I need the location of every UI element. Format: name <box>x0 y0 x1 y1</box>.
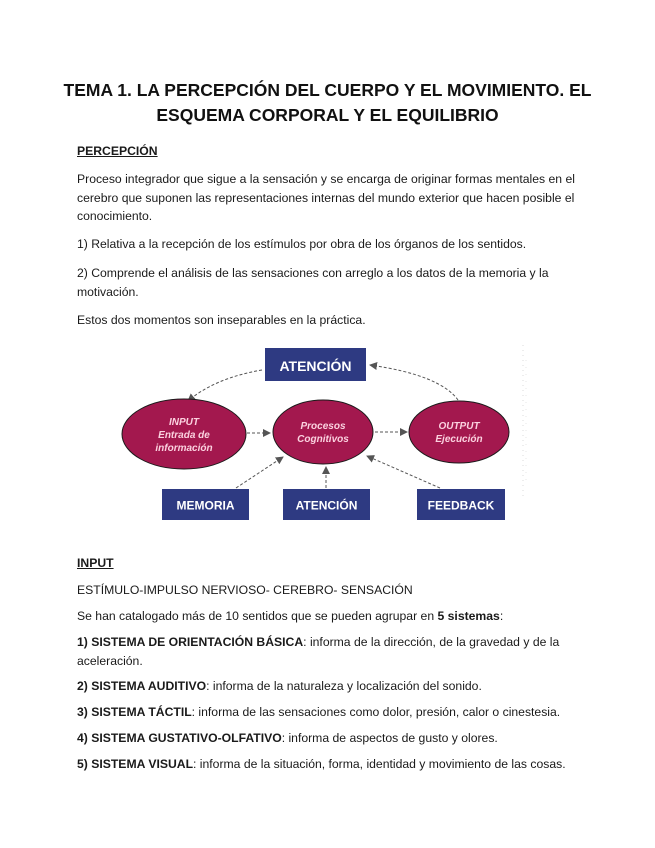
input-intro-bold: 5 sistemas <box>437 609 500 623</box>
input-intro-end: : <box>499 609 504 623</box>
procesos-ellipse <box>273 400 373 464</box>
input-intro-text: Se han catalogado más de 10 sentidos que se pueden agrupar en <box>77 609 438 623</box>
atencion-top-box <box>265 348 366 381</box>
system-desc: : informa de las sensaciones como dolor, presión, calor o cinestesia. <box>191 705 561 719</box>
system-name: 2) SISTEMA AUDITIVO <box>77 679 207 693</box>
system-item <box>77 703 577 722</box>
system-desc: : informa de la situación, forma, identidad y movimiento de las cosas. <box>193 757 566 771</box>
input-line-1: INPUT <box>169 417 199 428</box>
procesos-line-1: Procesos <box>300 421 346 432</box>
system-name: 5) SISTEMA VISUAL <box>77 757 194 771</box>
arrow-output-to-atencion <box>370 365 458 400</box>
system-name: 4) SISTEMA GUSTATIVO-OLFATIVO <box>77 731 282 745</box>
percepcion-heading: PERCEPCIÓN <box>77 144 158 158</box>
feedback-label: FEEDBACK <box>427 498 495 513</box>
feedback-box <box>417 489 505 520</box>
system-desc: : informa de la dirección, de la gravedad y de la aceleración. <box>77 635 560 668</box>
memoria-label: MEMORIA <box>176 498 235 513</box>
input-intro <box>77 607 577 626</box>
output-line-1: OUTPUT <box>438 421 480 432</box>
input-line-3: información <box>155 443 213 454</box>
input-heading: INPUT <box>77 556 114 570</box>
system-desc: : informa de la naturaleza y localización del sonido. <box>206 679 482 693</box>
arrow-atencion-to-input <box>188 370 262 401</box>
arrow-feedback-to-procesos <box>367 456 440 488</box>
output-line-2: Ejecución <box>435 434 483 445</box>
procesos-line-2: Cognitivos <box>297 434 349 445</box>
system-name: 3) SISTEMA TÁCTIL <box>77 705 192 719</box>
title-line-1: TEMA 1. LA PERCEPCIÓN DEL CUERPO Y EL MOVIMIENTO. EL <box>63 80 592 100</box>
output-ellipse <box>409 401 509 463</box>
title-line-2: ESQUEMA CORPORAL Y EL EQUILIBRIO <box>156 105 499 125</box>
scan-artifact <box>523 345 526 500</box>
percepcion-note: Estos dos momentos son inseparables en la práctica. <box>77 313 366 327</box>
percepcion-definition: Proceso integrador que sigue a la sensación y se encarga de originar formas mentales en el cerebro que suponen las representaciones internas del mundo exterior que hacen posible el conocimiento. <box>77 172 575 223</box>
system-desc: : informa de aspectos de gusto y olores. <box>281 731 498 745</box>
atencion-bottom-box <box>283 489 370 520</box>
atencion-top-label: ATENCIÓN <box>279 358 352 374</box>
arrow-memoria-to-procesos <box>236 457 283 488</box>
system-item <box>77 633 577 670</box>
system-name: 1) SISTEMA DE ORIENTACIÓN BÁSICA <box>77 635 304 649</box>
input-ellipse <box>122 399 246 469</box>
percepcion-point-1: 1) Relativa a la recepción de los estímulos por obra de los órganos de los sentidos. <box>77 237 527 251</box>
memoria-box <box>162 489 249 520</box>
system-item <box>77 755 597 774</box>
input-chain: ESTÍMULO-IMPULSO NERVIOSO- CEREBRO- SENSACIÓN <box>77 583 413 597</box>
percepcion-point-2: 2) Comprende el análisis de las sensaciones con arreglo a los datos de la memoria y la motivación. <box>77 266 549 299</box>
system-item <box>77 677 577 696</box>
system-item <box>77 729 577 748</box>
atencion-bottom-label: ATENCIÓN <box>295 498 358 513</box>
input-line-2: Entrada de <box>158 430 210 441</box>
